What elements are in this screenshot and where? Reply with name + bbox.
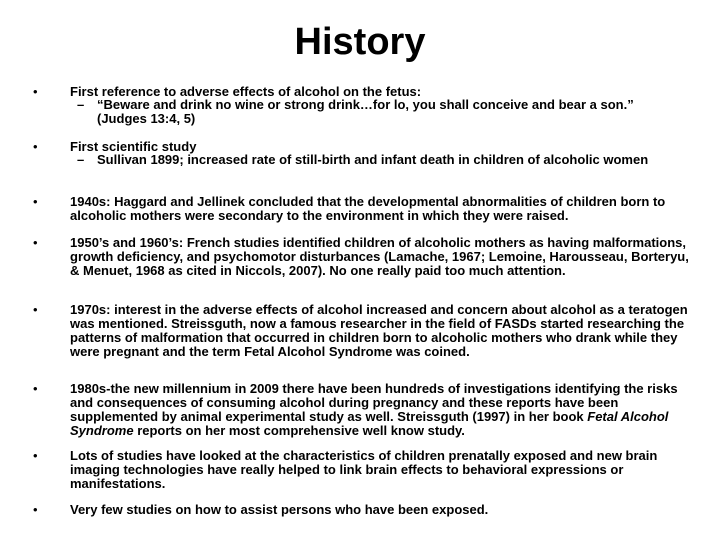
list-item-text: Lots of studies have looked at the characteristics of children prenatally exposed and new brain imaging technologies have really helped to link brain effects to behavioral expressions or manifestations. [70, 448, 658, 491]
bullet-icon: • [33, 194, 38, 209]
bullet-icon: • [33, 302, 38, 317]
bullet-icon: • [33, 139, 38, 154]
list-item-text-part: 1980s-the new millennium in 2009 there have been hundreds of investigations identifying the risks and consequences of consuming alcohol during pregnancy and these reports have been supplemented by animal experimental study as well. Streissguth (1997) in her book [70, 381, 678, 424]
list-item-text: 1940s: Haggard and Jellinek concluded that the developmental abnormalities of children born to alcoholic mothers were secondary to the environment in which they were raised. [70, 194, 666, 223]
list-item-text: 1970s: interest in the adverse effects of alcohol increased and concern about alcohol as a teratogen was mentioned. Streissguth, now a famous researcher in the field of FASDs started researching the patterns of malformation that occurred in children born to alcoholic mothers who drank while they were pregnant and the term Fetal Alcohol Syndrome was coined. [70, 302, 688, 359]
bullet-icon: • [33, 235, 38, 250]
dash-icon: – [77, 97, 85, 112]
list-item-text-part: reports on her most comprehensive well know study. [133, 423, 465, 438]
bullet-icon: • [33, 84, 38, 99]
sub-item-text: “Beware and drink no wine or strong drink…for lo, you shall conceive and bear a son.” (Judges 13:4, 5) [97, 97, 634, 126]
book-title: Fetal Alcohol Syndrome [70, 409, 669, 438]
list-item-text: First scientific study [70, 139, 197, 154]
bullet-icon: • [33, 502, 38, 517]
dash-icon: – [77, 152, 85, 167]
list-item-text: First reference to adverse effects of alcohol on the fetus: [70, 84, 422, 99]
slide-title: History [294, 21, 426, 63]
list-item-text: Very few studies on how to assist persons who have been exposed. [70, 502, 489, 517]
list-item-text [70, 382, 696, 438]
bullet-icon: • [33, 448, 38, 463]
sub-item-text: Sullivan 1899; increased rate of still-birth and infant death in children of alcoholic women [97, 152, 649, 167]
list-item-text: 1950’s and 1960’s: French studies identified children of alcoholic mothers as having malformations, growth deficiency, and psychomotor disturbances (Lamache, 1967; Lemoine, Harousseau, Borteryu, & Menuet, 1968 as cited in Niccols, 2007). No one really paid too much attention. [70, 235, 689, 278]
bullet-icon: • [33, 381, 38, 396]
